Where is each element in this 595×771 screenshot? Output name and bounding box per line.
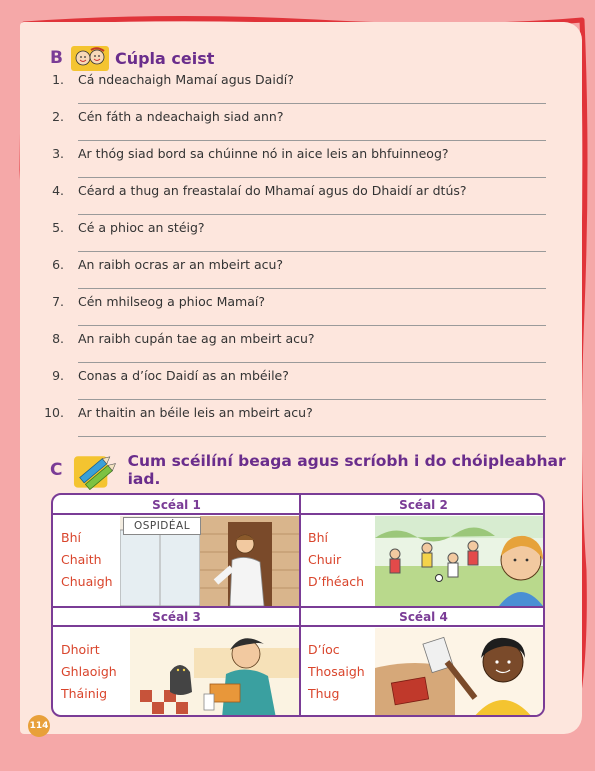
question-number: 3. bbox=[52, 146, 64, 161]
question-text: An raibh cupán tae ag an mbeirt acu? bbox=[78, 331, 315, 346]
prompt-word: Chaith bbox=[61, 552, 102, 567]
question-text: An raibh ocras ar an mbeirt acu? bbox=[78, 257, 284, 272]
hospital-sign-text: OSPIDÉAL bbox=[133, 520, 191, 532]
question-number: 5. bbox=[52, 220, 64, 235]
answer-line[interactable] bbox=[78, 325, 546, 326]
story-word-list bbox=[61, 527, 113, 593]
crayons-icon bbox=[72, 450, 119, 490]
answer-line[interactable] bbox=[78, 140, 546, 141]
section-c-header bbox=[50, 450, 595, 490]
payment-illustration bbox=[375, 628, 545, 717]
section-b-title: Cúpla ceist bbox=[114, 48, 215, 68]
prompt-word: Dhoirt bbox=[61, 642, 100, 657]
question-item bbox=[40, 220, 546, 257]
section-b-header bbox=[50, 44, 214, 72]
question-text: Cén mhilseog a phioc Mamaí? bbox=[78, 294, 265, 309]
question-number: 7. bbox=[52, 294, 64, 309]
section-c-title: Cum scéilíní beaga agus scríobh i do chóipleabhar iad. bbox=[127, 452, 566, 488]
story-title: Scéal 2 bbox=[300, 495, 545, 515]
question-item bbox=[40, 257, 546, 294]
kitchen-illustration bbox=[130, 628, 300, 717]
question-list bbox=[40, 72, 546, 442]
story-cell-3 bbox=[53, 607, 300, 717]
question-number: 2. bbox=[52, 109, 64, 124]
answer-line[interactable] bbox=[78, 288, 546, 289]
story-cell-4 bbox=[300, 607, 545, 717]
prompt-word: Thug bbox=[308, 686, 340, 701]
prompt-word: Bhí bbox=[61, 530, 81, 545]
hospital-sign bbox=[123, 517, 201, 535]
question-number: 10. bbox=[44, 405, 64, 420]
prompt-word: Chuir bbox=[308, 552, 342, 567]
answer-line[interactable] bbox=[78, 214, 546, 215]
answer-line[interactable] bbox=[78, 362, 546, 363]
answer-line[interactable] bbox=[78, 103, 546, 104]
story-grid bbox=[51, 493, 545, 717]
story-title: Scéal 4 bbox=[300, 607, 545, 627]
prompt-word: D’fhéach bbox=[308, 574, 365, 589]
question-number: 4. bbox=[52, 183, 64, 198]
story-word-list bbox=[308, 527, 364, 593]
question-item bbox=[40, 368, 546, 405]
question-item bbox=[40, 331, 546, 368]
story-word-list bbox=[61, 639, 117, 705]
question-text: Cé a phioc an stéig? bbox=[78, 220, 205, 235]
answer-line[interactable] bbox=[78, 177, 546, 178]
question-number: 6. bbox=[52, 257, 64, 272]
question-item bbox=[40, 72, 546, 109]
question-item bbox=[40, 109, 546, 146]
question-item bbox=[40, 183, 546, 220]
question-text: Céard a thug an freastalaí do Mhamaí agus do Dhaidí ar dtús? bbox=[78, 183, 467, 198]
answer-line[interactable] bbox=[78, 251, 546, 252]
prompt-word: Ghlaoigh bbox=[61, 664, 117, 679]
question-number: 9. bbox=[52, 368, 64, 383]
prompt-word: Thosaigh bbox=[308, 664, 365, 679]
children-faces-icon bbox=[71, 44, 109, 72]
question-text: Ar thaitin an béile leis an mbeirt acu? bbox=[78, 405, 313, 420]
section-b-letter: B bbox=[50, 48, 63, 68]
question-text: Conas a d’íoc Daidí as an mbéile? bbox=[78, 368, 289, 383]
story-cell-1 bbox=[53, 495, 300, 607]
prompt-word: D’íoc bbox=[308, 642, 340, 657]
question-item bbox=[40, 405, 546, 442]
prompt-word: Bhí bbox=[308, 530, 328, 545]
prompt-word: Tháinig bbox=[61, 686, 108, 701]
story-title: Scéal 3 bbox=[53, 607, 300, 627]
prompt-word: Chuaigh bbox=[61, 574, 113, 589]
question-number: 1. bbox=[52, 72, 64, 87]
section-c-letter: C bbox=[50, 460, 63, 480]
question-text: Cá ndeachaigh Mamaí agus Daidí? bbox=[78, 72, 294, 87]
answer-line[interactable] bbox=[78, 436, 546, 437]
question-text: Ar thóg siad bord sa chúinne nó in aice leis an bhfuinneog? bbox=[78, 146, 449, 161]
question-text: Cén fáth a ndeachaigh siad ann? bbox=[78, 109, 284, 124]
grid-horizontal-divider bbox=[53, 606, 543, 608]
question-number: 8. bbox=[52, 331, 64, 346]
question-item bbox=[40, 294, 546, 331]
page-number: 114 bbox=[28, 715, 50, 737]
story-word-list bbox=[308, 639, 365, 705]
football-illustration bbox=[375, 516, 545, 606]
answer-line[interactable] bbox=[78, 399, 546, 400]
story-title: Scéal 1 bbox=[53, 495, 300, 515]
question-item bbox=[40, 146, 546, 183]
story-cell-2 bbox=[300, 495, 545, 607]
grid-vertical-divider bbox=[299, 495, 301, 715]
